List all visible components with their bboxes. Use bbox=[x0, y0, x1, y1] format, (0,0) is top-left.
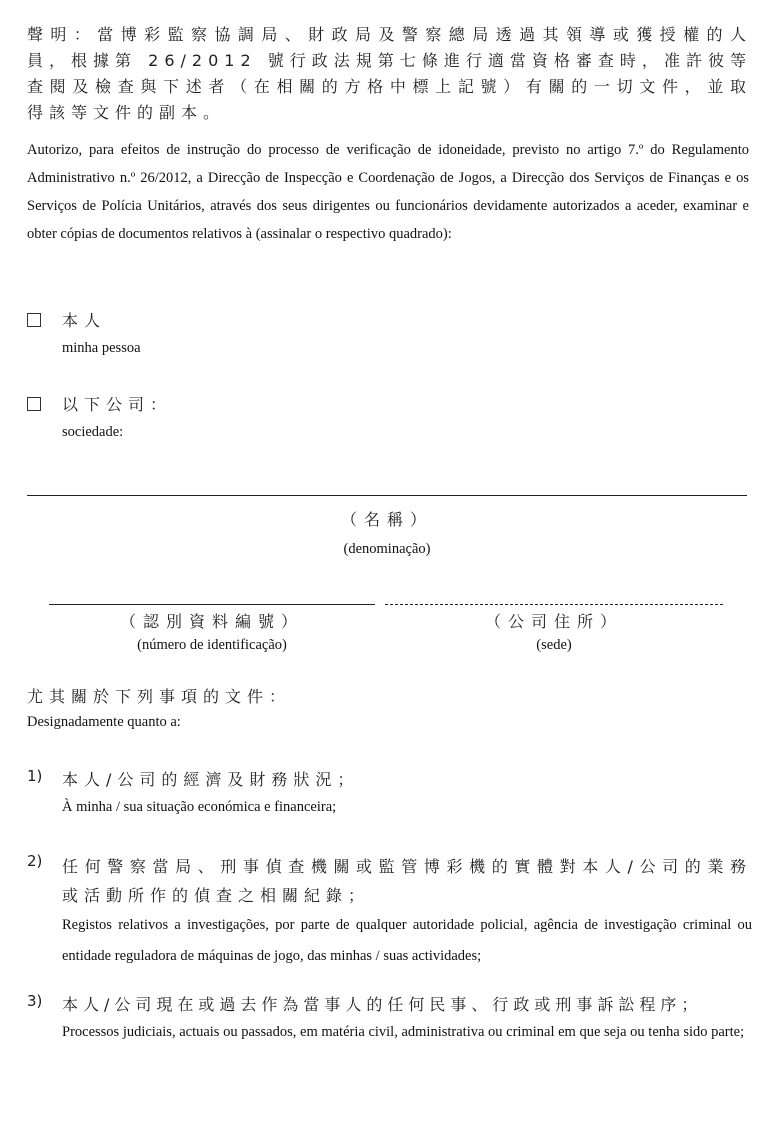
item-number: 3) bbox=[27, 992, 43, 1010]
option-self-label-zh: 本人 bbox=[62, 311, 107, 330]
company-name-caption bbox=[27, 507, 747, 559]
checkbox-company[interactable] bbox=[27, 397, 41, 411]
company-name-label-pt: (denominação) bbox=[343, 541, 431, 557]
seat-label-pt: (sede) bbox=[536, 637, 572, 653]
item-2-pt: Registos relativos a investigações, por parte de qualquer autoridade policial, agência de investigação criminal ou entidade reguladora de máquinas de jogo, das minhas / suas actividades; bbox=[62, 917, 752, 964]
item-2-zh: 任何警察當局、刑事偵查機關或監管博彩機的實體對本人/公司的業務或活動所作的偵查之相關紀錄； bbox=[62, 857, 752, 905]
designation-zh: 尤其關於下列事項的文件： bbox=[27, 687, 292, 706]
id-number-label-pt: (número de identificação) bbox=[137, 637, 287, 653]
intro-portuguese-text: Autorizo, para efeitos de instrução do processo de verificação de idoneidade, previsto no artigo 7.º do Regulamento Administrativo n.º 26/2012, a Direcção de Inspecção e Coordenação de Jogos, a Direcção dos Serviços de Finanças e os Serviços de Polícia Unitários, através dos seus dirigentes ou funcionários devidamente autorizados a aceder, examinar e obter cópias de documentos relativos à (assinalar o respectivo quadrado): bbox=[27, 142, 749, 242]
checkbox-self[interactable] bbox=[27, 313, 41, 327]
seat-line[interactable] bbox=[385, 604, 723, 605]
item-3-pt: Processos judiciais, actuais ou passados, em matéria civil, administrativa ou criminal em que seja ou tenha sido parte; bbox=[62, 1024, 745, 1040]
intro-chinese-text: 聲明：當博彩監察協調局、財政局及警察總局透過其領導或獲授權的人員，根據第 26/2012 號行政法規第七條進行適當資格審查時，准許彼等查閱及檢查與下述者（在相關的方格中標上記號）有關的一切文件，並取得該等文件的副本。 bbox=[27, 25, 752, 122]
item-number: 2) bbox=[27, 852, 43, 870]
item-number: 1) bbox=[27, 767, 43, 785]
seat-caption bbox=[385, 609, 723, 655]
option-self-label-pt: minha pessoa bbox=[62, 340, 141, 356]
option-company-label-pt: sociedade: bbox=[62, 424, 124, 440]
id-number-caption bbox=[49, 609, 375, 655]
company-name-line[interactable] bbox=[27, 495, 747, 496]
option-company-label-zh: 以下公司： bbox=[62, 395, 173, 414]
id-number-label-zh: （認別資料編號） bbox=[119, 612, 304, 631]
seat-label-zh: （公司住所） bbox=[484, 612, 623, 631]
company-name-label-zh: （名稱） bbox=[340, 510, 433, 529]
id-number-line[interactable] bbox=[49, 604, 375, 605]
item-1-zh: 本人/公司的經濟及財務狀況； bbox=[62, 770, 360, 789]
designation-pt: Designadamente quanto a: bbox=[27, 714, 181, 730]
item-1-pt: À minha / sua situação económica e financeira; bbox=[62, 799, 337, 815]
item-3-zh: 本人/公司現在或過去作為當事人的任何民事、行政或刑事訴訟程序； bbox=[62, 995, 703, 1014]
